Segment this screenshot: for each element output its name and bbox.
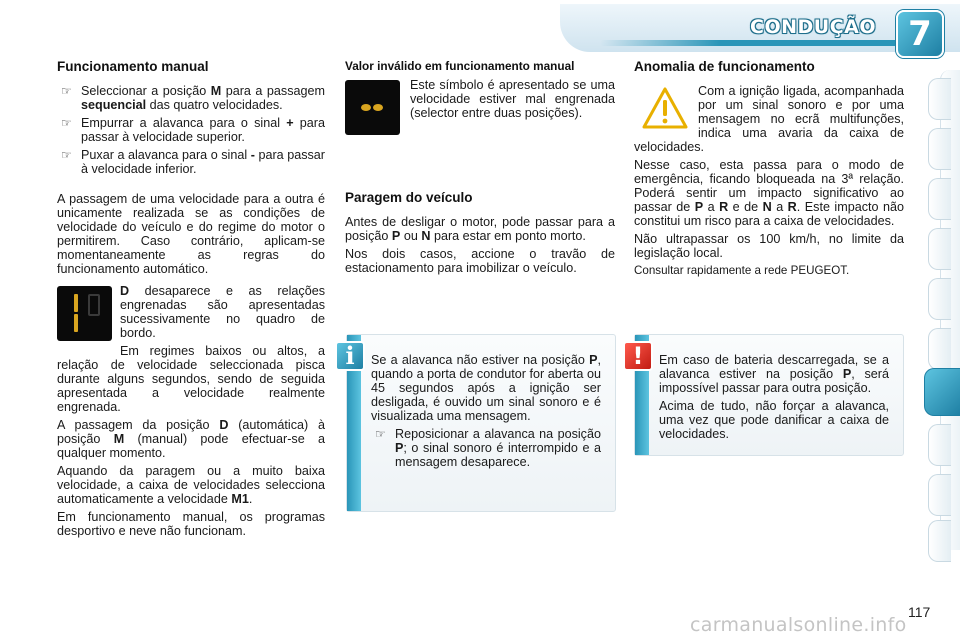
paragraph: Nos dois casos, accione o travão de estacionamento para imobilizar o veículo. <box>345 247 615 275</box>
text: . Este impacto não constitui um risco para a caixa de velocidades. <box>634 200 904 228</box>
paragraph <box>659 353 889 395</box>
text-bold: sequencial <box>81 98 147 112</box>
bullet-list <box>371 427 601 469</box>
text: (manual) pode efectuar-se a qualquer momento. <box>57 432 325 460</box>
chapter-tab-2[interactable] <box>928 128 951 170</box>
text-bold: D <box>219 418 229 432</box>
text: Nesse caso, esta passa para o modo de emergência, ficando bloqueada na 3ª relação. Poderá sentir um impacto significativo ao passar de <box>634 158 904 214</box>
text-bold: + <box>286 116 294 130</box>
text: e de <box>728 200 763 214</box>
text: para estar em ponto morto. <box>430 229 586 243</box>
text-bold: P <box>842 367 852 381</box>
paragraph <box>634 158 904 228</box>
text: das quatro velocidades. <box>146 98 283 112</box>
invalid-value-section <box>345 60 615 279</box>
text: a <box>771 200 788 214</box>
text: , será impossível passar para outra posição. <box>659 367 889 395</box>
list-item <box>371 427 601 469</box>
chapter-tab-1[interactable] <box>928 78 951 120</box>
text: Seleccionar a posição <box>81 84 211 98</box>
paragraph: Com a ignição ligada, acompanhada por um sinal sonoro e por uma mensagem no ecrã multifunções, indica uma avaria da caixa de velocidades. <box>634 84 904 154</box>
text: Antes de desligar o motor, pode passar para a posição <box>345 215 615 243</box>
text: . <box>248 492 253 506</box>
chapter-tab-9[interactable] <box>928 474 951 516</box>
pointing-hand-icon: ☞ <box>61 148 72 162</box>
text: a <box>703 200 720 214</box>
text-bold: M <box>113 432 125 446</box>
exclamation-icon: ! <box>623 341 653 371</box>
page-number: 117 <box>908 604 931 620</box>
pointing-hand-icon: ☞ <box>61 116 72 130</box>
text: Reposicionar a alavanca na posição <box>395 427 601 441</box>
paragraph <box>345 215 615 243</box>
text-bold: P <box>391 229 401 243</box>
chapter-tab-4[interactable] <box>928 228 951 270</box>
info-box <box>346 334 616 512</box>
chapter-tab-3[interactable] <box>928 178 951 220</box>
bullet-list <box>57 84 325 176</box>
text: para passar à velocidade inferior. <box>81 148 325 176</box>
text: A passagem da posição <box>57 418 220 432</box>
paragraph <box>371 353 601 423</box>
text: Aquando da paragem ou a muito baixa velocidade, a caixa de velocidades selecciona automaticamente a velocidade <box>57 464 325 506</box>
chapter-tab-5[interactable] <box>928 278 951 320</box>
text-bold: P <box>395 441 404 455</box>
section-title: Anomalia de funcionamento <box>634 59 815 74</box>
text: para a passagem <box>221 84 325 98</box>
invalid-gear-icon <box>345 80 400 135</box>
section-title: Funcionamento manual <box>57 59 209 74</box>
text-bold: M1 <box>231 492 249 506</box>
paragraph: Acima de tudo, não forçar a alavanca, uma vez que pode danificar a caixa de velocidades. <box>659 399 889 441</box>
text-bold: N <box>762 200 772 214</box>
chapter-tab-10[interactable] <box>928 520 951 562</box>
text-bold: M <box>210 84 222 98</box>
text: , quando a porta de condutor for aberta ou 45 segundos após a ignição ser desligada, é ouvido um sinal sonoro e é visualizada uma mensagem. <box>371 353 601 423</box>
text: (automática) à posição <box>57 418 325 446</box>
chapter-title: CONDUÇÃO <box>750 16 876 38</box>
text-bold: R <box>719 200 729 214</box>
list-item <box>57 116 325 144</box>
paragraph: Em funcionamento manual, os programas desportivo e neve não funcionam. <box>57 510 325 538</box>
pointing-hand-icon: ☞ <box>375 427 386 441</box>
paragraph: Não ultrapassar os 100 km/h, no limite da legislação local. <box>634 232 904 260</box>
pointing-hand-icon: ☞ <box>61 84 72 98</box>
section-title: Paragem do veículo <box>345 190 473 205</box>
text: Se a alavanca não estiver na posição <box>371 353 590 367</box>
warning-triangle-icon <box>642 86 688 130</box>
gear-display-icon <box>57 286 112 341</box>
text: Empurrar a alavanca para o sinal <box>81 116 287 130</box>
paragraph: Consultar rapidamente a rede PEUGEOT. <box>634 264 850 277</box>
list-item <box>57 84 325 112</box>
chapter-number: 7 <box>896 10 944 58</box>
malfunction-section <box>634 60 904 282</box>
text: ; o sinal sonoro é interrompido e a mensagem desaparece. <box>395 441 601 469</box>
text-bold: P <box>694 200 704 214</box>
text: desaparece e as relações engrenadas são apresentadas sucessivamente no quadro de bordo. <box>120 284 325 340</box>
text-bold: - <box>250 148 255 162</box>
text-bold: R <box>787 200 797 214</box>
manual-operation-section <box>57 60 325 542</box>
chapter-tab-7-active[interactable] <box>924 368 960 416</box>
warning-box <box>634 334 904 456</box>
text-bold: D <box>120 284 130 298</box>
info-icon: i <box>335 341 365 371</box>
text: Puxar a alavanca para o sinal <box>81 148 251 162</box>
paragraph <box>57 464 325 506</box>
text: para passar à velocidade superior. <box>81 116 325 144</box>
text: ou <box>400 229 422 243</box>
text-bold: N <box>421 229 431 243</box>
paragraph: Em regimes baixos ou altos, a relação de velocidade seleccionada pisca durante alguns segundos, sendo de seguida apresentada a velocidade realmente engrenada. <box>57 344 325 414</box>
list-item <box>57 148 325 176</box>
header-stripe <box>600 40 900 46</box>
chapter-tab-8[interactable] <box>928 424 951 466</box>
watermark: carmanualsonline.info <box>690 614 907 636</box>
section-title: Valor inválido em funcionamento manual <box>345 59 575 73</box>
text: Em caso de bateria descarregada, se a alavanca estiver na posição <box>659 353 889 381</box>
text-bold: P <box>589 353 598 367</box>
paragraph: A passagem de uma velocidade para a outra é unicamente realizada se as condições de velocidade do veículo e do regime do motor o permitirem. Caso contrário, aplicam-se momentaneamente as regras do funcionamento automático. <box>57 192 325 276</box>
paragraph <box>57 418 325 460</box>
chapter-tab-6[interactable] <box>928 328 951 370</box>
paragraph: Este símbolo é apresentado se uma velocidade estiver mal engrenada (selector entre duas posições). <box>410 78 615 120</box>
